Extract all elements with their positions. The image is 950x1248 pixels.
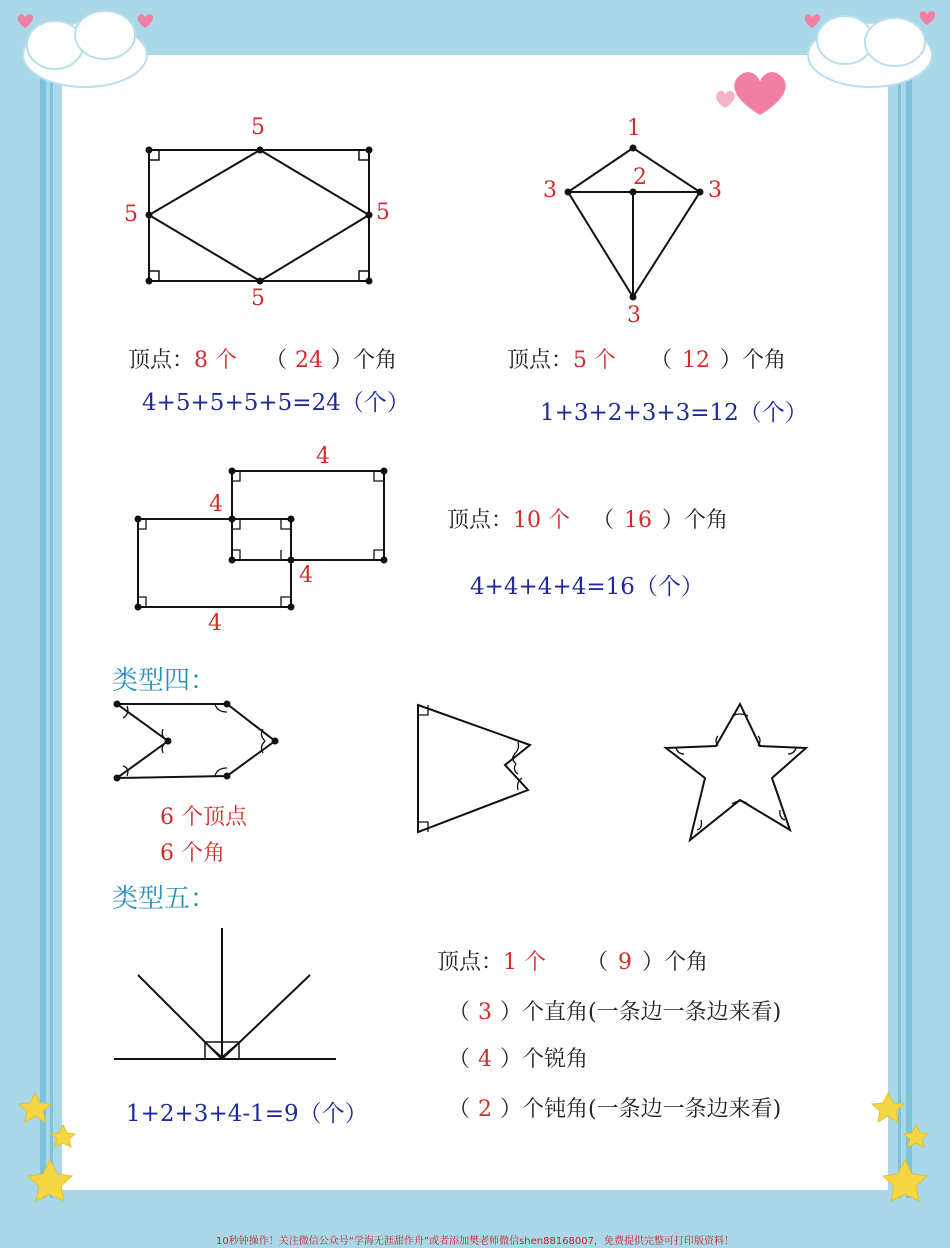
type5-formula: 1+2+3+4-1=9（个） (126, 1101, 368, 1127)
fig3-label-left: 4 (209, 492, 223, 517)
fig2-label-bottom: 3 (627, 303, 641, 328)
fig1-vertex-line (128, 343, 397, 374)
heart-icon (716, 72, 786, 115)
vertex-label: 顶点： (128, 348, 195, 373)
fig2-label-left: 3 (543, 178, 557, 203)
fig1-label-left: 5 (124, 202, 138, 227)
angle-close: ）个角 (331, 348, 398, 373)
figure-rectangle-rhombus (149, 150, 369, 281)
line-open: （ (448, 1000, 471, 1025)
fig2-label-right: 3 (708, 178, 722, 203)
vertex-count: 1 个 (503, 950, 547, 975)
angle-close: ）个角 (662, 508, 729, 533)
angle-open: （ (586, 950, 609, 975)
type5-acute-angles-line (448, 1042, 588, 1073)
fig3-label-bottom: 4 (208, 611, 222, 636)
angle-count: 24 (295, 348, 324, 373)
angle-open: （ (265, 348, 288, 373)
type5-vertex-line (437, 945, 708, 976)
vertex-label: 顶点： (507, 348, 574, 373)
fig3-label-right: 4 (299, 563, 313, 588)
cloud-icon (23, 11, 147, 87)
fig3-label-top: 4 (316, 444, 330, 469)
vertex-count: 5 个 (573, 348, 617, 373)
vertex-count: 8 个 (194, 348, 238, 373)
right-angle-count: 3 (478, 1000, 493, 1025)
figure-star (666, 704, 806, 840)
acute-angle-count: 4 (478, 1047, 493, 1072)
angle-close: ）个角 (642, 950, 709, 975)
heart-icon (18, 11, 936, 28)
line-open: （ (448, 1047, 471, 1072)
figure-rays (114, 928, 336, 1059)
fig3-vertex-line (447, 503, 728, 534)
fig2-formula: 1+3+2+3+3=12（个） (540, 400, 808, 426)
fig2-label-center: 2 (633, 165, 647, 190)
figure-chevron (117, 704, 275, 778)
vertex-count: 10 个 (513, 508, 571, 533)
cloud-icon (808, 16, 932, 87)
type5-right-angles-line (448, 995, 781, 1026)
fig2-label-top: 1 (627, 116, 641, 141)
angle-open: （ (592, 508, 615, 533)
fig1-label-bottom: 5 (251, 286, 265, 311)
figure-notched-triangle (418, 705, 530, 832)
line-text: ）个锐角 (500, 1047, 589, 1072)
fig3-formula: 4+4+4+4=16（个） (470, 574, 704, 600)
angle-count: 12 (682, 348, 711, 373)
obtuse-angle-count: 2 (478, 1097, 493, 1122)
type5-heading: 类型五： (112, 884, 217, 914)
type4-vertices-text: 6 个顶点 (160, 805, 247, 830)
type4-heading: 类型四： (112, 666, 217, 696)
vertex-label: 顶点： (437, 950, 504, 975)
angle-count: 16 (624, 508, 653, 533)
angle-close: ）个角 (720, 348, 787, 373)
angle-open: （ (650, 348, 673, 373)
angle-count: 9 (618, 950, 633, 975)
fig1-formula: 4+5+5+5+5=24（个） (142, 390, 410, 416)
line-text: ）个直角(一条边一条边来看) (500, 1000, 782, 1025)
type5-obtuse-angles-line (448, 1092, 781, 1123)
figure-overlapping-rectangles (138, 471, 384, 607)
line-text: ）个钝角(一条边一条边来看) (500, 1097, 782, 1122)
fig1-label-top: 5 (251, 115, 265, 140)
type4-angles-text: 6 个角 (160, 841, 225, 866)
fig2-vertex-line (507, 343, 786, 374)
vertex-label: 顶点： (447, 508, 514, 533)
line-open: （ (448, 1097, 471, 1122)
footer-promo-text: 10秒钟操作！关注微信公众号“学海无涯甜作舟”或者添加樊老师微信shen88168007，免费提供完整可打印版资料！ (215, 1236, 735, 1247)
fig1-label-right: 5 (376, 200, 390, 225)
